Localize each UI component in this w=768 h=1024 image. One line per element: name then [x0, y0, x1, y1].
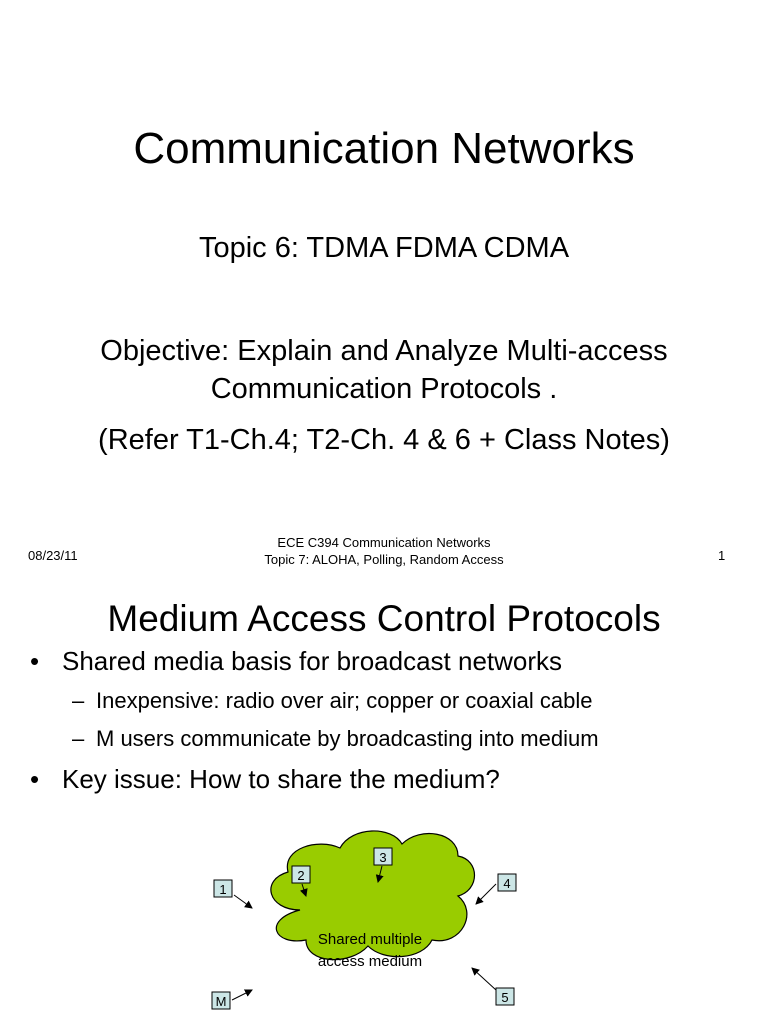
arrow-4: [476, 884, 496, 904]
slide-title: Medium Access Control Protocols: [107, 598, 661, 639]
bullet-icon: •: [30, 764, 40, 794]
svg-text:M: M: [215, 994, 227, 1009]
footer-course: [0, 534, 768, 568]
user-node-4: [498, 874, 516, 891]
user-node-3: [374, 848, 392, 865]
dash-icon: –: [72, 688, 85, 713]
cloud-label-line-1: Shared multiple: [317, 931, 423, 948]
slide-2: [0, 590, 768, 1024]
sub-bullet-text: M users communicate by broadcasting into medium: [96, 726, 599, 751]
user-node-5: [496, 988, 514, 1005]
cloud-label-line-2: access medium: [317, 953, 423, 970]
arrow-1: [234, 895, 252, 908]
svg-text:4: 4: [503, 876, 511, 891]
reference: (Refer T1-Ch.4; T2-Ch. 4 & 6 + Class Notes): [98, 424, 670, 456]
user-node-2: [292, 866, 310, 883]
objective-line-1: Objective: Explain and Analyze Multi-access: [100, 335, 668, 367]
sub-bullet-text: Inexpensive: radio over air; copper or coaxial cable: [96, 688, 593, 713]
svg-text:5: 5: [501, 990, 509, 1005]
svg-text:2: 2: [297, 868, 305, 883]
objective-line-2: Communication Protocols .: [210, 373, 558, 405]
user-node-m: [212, 992, 230, 1009]
shared-medium-diagram: [0, 590, 768, 1024]
slide-title: Communication Networks: [133, 124, 635, 173]
slide-subtitle: Topic 6: TDMA FDMA CDMA: [198, 232, 570, 264]
bullet-text: Shared media basis for broadcast networks: [62, 646, 563, 676]
arrow-m: [232, 990, 252, 1000]
dash-icon: –: [72, 726, 85, 751]
svg-text:3: 3: [379, 850, 387, 865]
footer-topic: Topic 7: ALOHA, Polling, Random Access: [264, 552, 504, 567]
svg-text:1: 1: [219, 882, 227, 897]
footer-page-number: 1: [718, 548, 726, 563]
footer-date: 08/23/11: [28, 548, 78, 563]
arrow-5: [472, 968, 496, 990]
user-node-1: [214, 880, 232, 897]
bullet-icon: •: [30, 646, 40, 676]
footer-course-name: ECE C394 Communication Networks: [277, 535, 491, 550]
objective: [0, 332, 768, 408]
bullet-text: Key issue: How to share the medium?: [62, 764, 500, 794]
